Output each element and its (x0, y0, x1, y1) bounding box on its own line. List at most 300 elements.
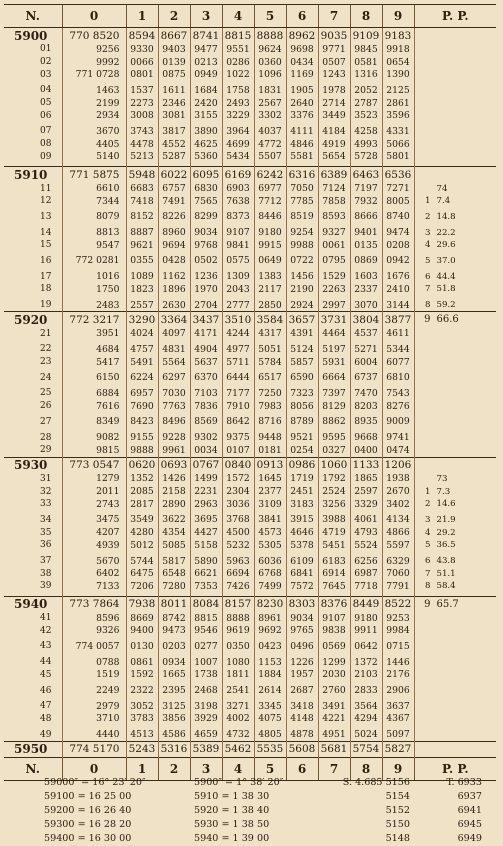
mantissa-cell: 4097 (158, 327, 190, 343)
table-row (4, 539, 496, 555)
mantissa-cell: 3036 (222, 498, 254, 514)
mantissa-cell: 773 0547 (62, 457, 126, 473)
row-number: 32 (40, 486, 52, 497)
mantissa-cell: 9845 (350, 43, 382, 56)
proportional-parts-cell (414, 97, 496, 110)
mantissa-cell: 7910 (222, 400, 254, 416)
mantissa-cell: 9082 (62, 431, 126, 444)
mantissa-cell: 2420 (190, 97, 222, 110)
proportional-parts-cell (414, 327, 496, 343)
mantissa-cell: 9546 (190, 624, 222, 640)
mantissa-cell: 1719 (286, 473, 318, 486)
mantissa-cell: 1299 (318, 656, 350, 669)
table-row (4, 43, 496, 56)
mantissa-cell: 0428 (158, 255, 190, 271)
mantissa-cell: 1738 (190, 669, 222, 685)
mantissa-cell: 7250 (254, 387, 286, 400)
mantissa-cell: 6548 (158, 567, 190, 580)
mantissa-cell: 1970 (190, 283, 222, 299)
mantissa-cell: 3743 (126, 125, 158, 138)
header-cell: 0 (62, 757, 126, 780)
mantissa-cell: 5948 (126, 167, 158, 183)
row-number: 35 (40, 527, 52, 538)
mantissa-cell: 8056 (286, 400, 318, 416)
mantissa-cell: 3964 (222, 125, 254, 138)
mantissa-cell: 0107 (222, 444, 254, 457)
row-number: 5930 (4, 457, 62, 473)
mantissa-cell: 7323 (286, 387, 318, 400)
mantissa-cell: 8522 (382, 596, 414, 612)
mantissa-cell: 9984 (382, 624, 414, 640)
mantissa-cell: 6004 (350, 356, 382, 372)
mantissa-cell: 4002 (222, 713, 254, 729)
mantissa-cell: 2687 (286, 684, 318, 700)
mantissa-cell: 9401 (350, 226, 382, 239)
mantissa-cell: 9109 (350, 28, 382, 44)
header-cell: 2 (158, 757, 190, 780)
mantissa-cell: 4148 (286, 713, 318, 729)
proportional-parts-cell (414, 387, 496, 400)
mantissa-cell: 8888 (222, 612, 254, 625)
pp-key: 2 (425, 499, 431, 510)
mantissa-cell: 9253 (382, 612, 414, 625)
mantissa-cell: 3144 (382, 299, 414, 312)
mantissa-cell: 5535 (254, 741, 286, 757)
row-number: 23 (40, 357, 52, 368)
table-row (4, 356, 496, 372)
table-row (4, 431, 496, 444)
mantissa-cell: 1080 (222, 656, 254, 669)
mantissa-cell: 7785 (286, 195, 318, 211)
row-number: 21 (40, 328, 52, 339)
header-cell: 9 (382, 757, 414, 780)
mantissa-cell: 7690 (126, 400, 158, 416)
proportional-parts-cell (414, 713, 496, 729)
mantissa-cell: 3637 (382, 700, 414, 713)
mantissa-cell: 0135 (350, 239, 382, 255)
mantissa-cell: 8669 (126, 612, 158, 625)
mantissa-cell: 6242 (254, 167, 286, 183)
mantissa-cell: 2704 (190, 299, 222, 312)
mantissa-cell: 774 0057 (62, 640, 126, 656)
footer-line: 6937 (457, 791, 482, 802)
mantissa-cell: 6475 (126, 567, 158, 580)
mantissa-cell: 2760 (318, 684, 350, 700)
pp-value: 29.2 (436, 527, 456, 538)
table-row (4, 327, 496, 343)
mantissa-cell: 9035 (318, 28, 350, 44)
proportional-parts-cell (414, 741, 496, 757)
row-number: 5900 (4, 28, 62, 44)
mantissa-cell: 2011 (62, 485, 126, 498)
mantissa-cell: 0654 (382, 56, 414, 69)
mantissa-cell: 8230 (254, 596, 286, 612)
row-number: 06 (40, 110, 52, 121)
mantissa-cell: 2817 (126, 498, 158, 514)
mantissa-cell: 8303 (286, 596, 318, 612)
mantissa-cell: 4134 (382, 514, 414, 527)
mantissa-cell: 3856 (158, 713, 190, 729)
pp-key: 1 (425, 196, 431, 207)
mantissa-cell: 9448 (254, 431, 286, 444)
footer-line: S. 4.685 5156 (342, 777, 410, 788)
mantissa-cell: 2743 (62, 498, 126, 514)
mantissa-cell: 0277 (190, 640, 222, 656)
mantissa-cell: 0327 (318, 444, 350, 457)
mantissa-cell: 6884 (62, 387, 126, 400)
mantissa-cell: 0139 (158, 56, 190, 69)
mantissa-cell: 7983 (254, 400, 286, 416)
mantissa-cell: 0360 (254, 56, 286, 69)
mantissa-cell: 1226 (286, 656, 318, 669)
row-number: 33 (40, 499, 52, 510)
mantissa-cell: 8129 (318, 400, 350, 416)
mantissa-cell: 6841 (286, 567, 318, 580)
mantissa-cell: 3198 (190, 700, 222, 713)
mantissa-cell: 4993 (350, 138, 382, 151)
proportional-parts-cell (414, 444, 496, 457)
pp-value: 51.1 (436, 568, 456, 579)
mantissa-cell: 4317 (254, 327, 286, 343)
proportional-parts-cell (414, 195, 496, 211)
mantissa-cell: 6224 (126, 371, 158, 387)
mantissa-cell: 7543 (382, 387, 414, 400)
pp-value: 37.0 (436, 255, 456, 266)
mantissa-cell: 4280 (126, 526, 158, 539)
mantissa-cell: 5344 (382, 343, 414, 356)
mantissa-cell: 6536 (382, 167, 414, 183)
mantissa-cell: 2493 (222, 97, 254, 110)
mantissa-cell: 8815 (222, 28, 254, 44)
row-number: 34 (40, 514, 52, 525)
mantissa-cell: 8157 (222, 596, 254, 612)
mantissa-cell: 5287 (158, 151, 190, 167)
mantissa-cell: 4391 (286, 327, 318, 343)
mantissa-cell: 4111 (286, 125, 318, 138)
pp-key: 5 (425, 255, 431, 266)
mantissa-cell: 7645 (318, 580, 350, 596)
mantissa-cell: 0208 (382, 239, 414, 255)
mantissa-cell: 1938 (382, 473, 414, 486)
mantissa-cell: 9911 (350, 624, 382, 640)
mantissa-cell: 1096 (254, 68, 286, 84)
mantissa-cell: 5085 (158, 539, 190, 555)
mantissa-cell: 0649 (254, 255, 286, 271)
mantissa-cell: 2997 (318, 299, 350, 312)
mantissa-cell: 2670 (382, 485, 414, 498)
mantissa-cell: 5066 (382, 138, 414, 151)
table-row (4, 473, 496, 486)
row-number: 12 (40, 196, 52, 207)
mantissa-cell: 3731 (318, 312, 350, 328)
proportional-parts-cell (414, 56, 496, 69)
pp-value: 74 (436, 183, 448, 194)
mantissa-cell: 3549 (126, 514, 158, 527)
mantissa-cell: 1446 (382, 656, 414, 669)
mantissa-cell: 3329 (350, 498, 382, 514)
header-cell: 8 (350, 5, 382, 28)
mantissa-cell: 0066 (126, 56, 158, 69)
mantissa-cell: 9841 (222, 239, 254, 255)
pp-value: 14.6 (436, 499, 456, 510)
table-row (4, 195, 496, 211)
row-number: 17 (40, 271, 52, 282)
row-number: 49 (40, 729, 52, 740)
mantissa-cell: 8888 (254, 28, 286, 44)
row-number: 25 (40, 388, 52, 399)
mantissa-cell: 3081 (158, 109, 190, 125)
mantissa-cell: 4846 (286, 138, 318, 151)
mantissa-cell: 1236 (190, 270, 222, 283)
mantissa-cell: 9302 (190, 431, 222, 444)
mantissa-cell: 9180 (350, 612, 382, 625)
mantissa-cell: 0942 (382, 255, 414, 271)
mantissa-cell: 9254 (286, 226, 318, 239)
mantissa-cell: 4805 (254, 728, 286, 741)
mantissa-cell: 7103 (190, 387, 222, 400)
mantissa-cell: 3052 (126, 700, 158, 713)
mantissa-cell: 2483 (62, 299, 126, 312)
mantissa-cell: 6757 (158, 182, 190, 195)
mantissa-cell: 2614 (254, 684, 286, 700)
mantissa-cell: 4258 (350, 125, 382, 138)
mantissa-cell: 0061 (318, 239, 350, 255)
table-row (4, 255, 496, 271)
mantissa-cell: 7565 (190, 195, 222, 211)
mantissa-cell: 1383 (254, 270, 286, 283)
mantissa-cell: 9621 (126, 239, 158, 255)
mantissa-cell: 2199 (62, 97, 126, 110)
mantissa-cell: 7353 (190, 580, 222, 596)
header-cell: 5 (254, 5, 286, 28)
mantissa-cell: 3229 (222, 109, 254, 125)
row-number: 18 (40, 284, 52, 295)
mantissa-cell: 2934 (62, 109, 126, 125)
mantissa-cell: 2906 (382, 684, 414, 700)
mantissa-cell: 6316 (286, 167, 318, 183)
mantissa-cell: 5271 (350, 343, 382, 356)
mantissa-cell: 7572 (286, 580, 318, 596)
mantissa-cell: 4586 (158, 728, 190, 741)
mantissa-cell: 9741 (382, 431, 414, 444)
mantissa-cell: 1896 (158, 283, 190, 299)
mantissa-cell: 5597 (382, 539, 414, 555)
table-row (4, 514, 496, 527)
mantissa-cell: 5451 (318, 539, 350, 555)
mantissa-cell: 8446 (254, 211, 286, 227)
table-row-major (4, 596, 496, 612)
mantissa-cell: 3710 (62, 713, 126, 729)
proportional-parts-cell (414, 624, 496, 640)
mantissa-cell: 4625 (190, 138, 222, 151)
pp-value: 66.6 (436, 314, 459, 326)
proportional-parts-cell (414, 656, 496, 669)
mantissa-cell: 8862 (318, 416, 350, 432)
row-number: 46 (40, 685, 52, 696)
mantissa-cell: 2777 (222, 299, 254, 312)
mantissa-cell: 9771 (318, 43, 350, 56)
mantissa-cell: 9992 (62, 56, 126, 69)
mantissa-cell: 0934 (158, 656, 190, 669)
pp-key: 3 (425, 227, 431, 238)
mantissa-cell: 0569 (318, 640, 350, 656)
mantissa-cell: 8596 (62, 612, 126, 625)
mantissa-cell: 4024 (126, 327, 158, 343)
mantissa-cell: 0355 (126, 255, 158, 271)
mantissa-cell: 7271 (382, 182, 414, 195)
table-row (4, 343, 496, 356)
mantissa-cell: 6022 (158, 167, 190, 183)
table-row (4, 485, 496, 498)
proportional-parts-cell (414, 167, 496, 183)
mantissa-cell: 8569 (190, 416, 222, 432)
mantissa-cell: 0400 (350, 444, 382, 457)
mantissa-cell: 9915 (254, 239, 286, 255)
mantissa-cell: 2052 (350, 84, 382, 97)
mantissa-cell: 1957 (286, 669, 318, 685)
row-number: 29 (40, 445, 52, 456)
mantissa-cell: 4171 (190, 327, 222, 343)
header-cell: 9 (382, 5, 414, 28)
table-row-major (4, 457, 496, 473)
mantissa-cell: 0767 (190, 457, 222, 473)
table-body (4, 28, 496, 758)
header-cell: 1 (126, 757, 158, 780)
mantissa-cell: 1611 (158, 84, 190, 97)
mantissa-cell: 2850 (254, 299, 286, 312)
pp-key: 4 (425, 527, 431, 538)
mantissa-cell: 0213 (190, 56, 222, 69)
row-number: 5950 (4, 741, 62, 757)
pp-value: 43.8 (436, 556, 456, 567)
mantissa-cell: 4573 (254, 526, 286, 539)
mantissa-cell: 771 0728 (62, 68, 126, 84)
proportional-parts-cell (414, 485, 496, 498)
mantissa-cell: 1089 (126, 270, 158, 283)
mantissa-cell: 7030 (158, 387, 190, 400)
mantissa-cell: 3491 (318, 700, 350, 713)
mantissa-cell: 1456 (286, 270, 318, 283)
mantissa-cell: 4464 (318, 327, 350, 343)
mantissa-cell: 0875 (158, 68, 190, 84)
mantissa-cell: 4037 (254, 125, 286, 138)
mantissa-cell: 1676 (382, 270, 414, 283)
mantissa-cell: 1750 (62, 283, 126, 299)
row-number: 07 (40, 126, 52, 137)
row-number: 09 (40, 151, 52, 162)
pp-key: 8 (425, 300, 431, 311)
mantissa-cell: 9034 (190, 226, 222, 239)
table-row (4, 640, 496, 656)
mantissa-cell: 8740 (382, 211, 414, 227)
row-number: 28 (40, 432, 52, 443)
proportional-parts-cell (414, 312, 496, 328)
mantissa-cell: 1684 (190, 84, 222, 97)
table-row (4, 151, 496, 167)
mantissa-cell: 6590 (286, 371, 318, 387)
mantissa-cell: 8203 (350, 400, 382, 416)
mantissa-cell: 9228 (158, 431, 190, 444)
mantissa-cell: 7344 (62, 195, 126, 211)
mantissa-cell: 5801 (382, 151, 414, 167)
table-row (4, 444, 496, 457)
mantissa-cell: 9375 (222, 431, 254, 444)
table-row (4, 656, 496, 669)
proportional-parts-cell (414, 596, 496, 612)
proportional-parts-cell (414, 270, 496, 283)
mantissa-cell: 8742 (158, 612, 190, 625)
mantissa-cell: 5305 (254, 539, 286, 555)
table-row (4, 299, 496, 312)
row-number: 03 (40, 69, 52, 80)
mantissa-cell: 2468 (190, 684, 222, 700)
proportional-parts-cell (414, 343, 496, 356)
mantissa-cell: 7858 (318, 195, 350, 211)
pp-value: 51.8 (436, 284, 456, 295)
mantissa-cell: 6664 (318, 371, 350, 387)
mantissa-cell: 5524 (350, 539, 382, 555)
table-row (4, 567, 496, 580)
proportional-parts-cell (414, 138, 496, 151)
mantissa-cell: 8226 (158, 211, 190, 227)
proportional-parts-cell (414, 526, 496, 539)
mantissa-cell: 5754 (350, 741, 382, 757)
row-number: 5920 (4, 312, 62, 328)
mantissa-cell: 4951 (318, 728, 350, 741)
mantissa-cell: 9403 (158, 43, 190, 56)
proportional-parts-cell (414, 371, 496, 387)
mantissa-cell: 5890 (190, 555, 222, 568)
mantissa-cell: 8815 (190, 612, 222, 625)
mantissa-cell: 0620 (126, 457, 158, 473)
mantissa-cell: 0181 (254, 444, 286, 457)
mantissa-cell: 0203 (158, 640, 190, 656)
table-row (4, 713, 496, 729)
table-row (4, 624, 496, 640)
mantissa-cell: 8593 (318, 211, 350, 227)
mantissa-cell: 6957 (126, 387, 158, 400)
proportional-parts-cell (414, 612, 496, 625)
mantissa-cell: 8961 (254, 612, 286, 625)
mantissa-cell: 770 8520 (62, 28, 126, 44)
pp-key: 6 (425, 271, 431, 282)
mantissa-cell: 4184 (318, 125, 350, 138)
mantissa-cell: 6683 (126, 182, 158, 195)
row-number: 26 (40, 401, 52, 412)
mantissa-cell: 2158 (158, 485, 190, 498)
mantissa-cell: 2597 (350, 485, 382, 498)
mantissa-cell: 2524 (318, 485, 350, 498)
mantissa-cell: 9547 (62, 239, 126, 255)
mantissa-cell: 1865 (350, 473, 382, 486)
mantissa-cell: 6256 (350, 555, 382, 568)
mantissa-cell: 6036 (254, 555, 286, 568)
mantissa-cell: 9330 (126, 43, 158, 56)
mantissa-cell: 3915 (286, 514, 318, 527)
mantissa-cell: 2085 (126, 485, 158, 498)
s-column (326, 776, 410, 846)
table-row (4, 109, 496, 125)
proportional-parts-cell (414, 728, 496, 741)
conversion-footer (4, 772, 496, 844)
row-number: 43 (40, 641, 52, 652)
mantissa-cell: 6169 (222, 167, 254, 183)
mantissa-cell: 0034 (190, 444, 222, 457)
mantissa-cell: 2190 (286, 283, 318, 299)
pp-key: 7 (425, 284, 431, 295)
table-row (4, 125, 496, 138)
pp-value: 36.5 (436, 540, 456, 551)
